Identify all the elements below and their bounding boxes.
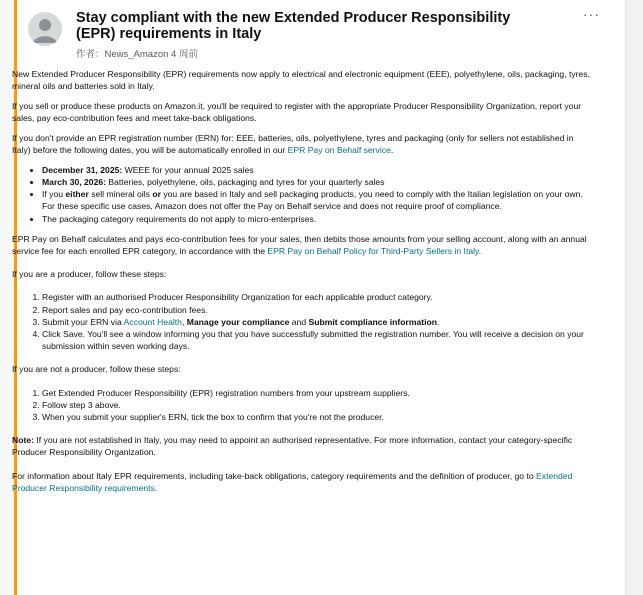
emphasis: either [65,189,89,200]
step-text: Get Extended Producer Responsibility (EPR) registration numbers from your upstream suppliers. [42,387,410,398]
paragraph-pay-on-behalf-text: EPR Pay on Behalf calculates and pays eco-contribution fees for your sales, then debits those amounts from your selling account, along with an annual service fee for each enrolled EPR category, in accordance with the [12,233,587,256]
deadline-text: WEEE for your annual 2025 sales [122,164,254,175]
list-item [42,213,590,225]
punctuation: . [437,316,440,327]
account-health-link[interactable]: Account Health [123,316,182,327]
list-item [42,328,590,352]
step-text: Click Save. You'll see a window informing you that you have successfully submitted the registration number. You will receive a decision on your submission within seven working days. [42,328,584,352]
user-avatar-icon[interactable] [28,12,62,46]
emphasis: or [152,189,161,200]
epr-requirements-link[interactable]: Extended Producer Responsibility requirements [12,470,573,493]
paragraph-intro-text: New Extended Producer Responsibility (EPR) requirements now apply to electrical and electronic equipment (EEE), polyethylene, oils, packaging, tyres, mineral oils and batteries sold in Italy. [12,69,590,92]
non-producer-steps-heading [12,363,590,375]
paragraph-more-info-text: For information about Italy EPR requirements, including take-back obligations, category requirements and the definition of producer, go to [12,470,537,481]
list-item [42,387,590,399]
step-text: , [181,316,187,327]
list-item [42,176,590,188]
paragraph-requirements-text: If you sell or produce these products on Amazon.it, you'll be required to register with the appropriate Producer Responsibility Organization, report your sales, pay eco-contribution fees and meet take-back obligations. [12,100,582,124]
list-item [42,188,590,212]
list-item [42,316,590,328]
list-item [42,291,590,303]
deadline-list [12,164,590,225]
paragraph-requirements [12,100,590,124]
note-text: If you are not established in Italy, you may need to appoint an authorised representative. For more information, contact your category-specific Producer Responsibility Organization. [12,435,573,458]
step-text: Register with an authorised Producer Responsibility Organization for each applicable product category. [42,292,433,303]
note-label: Note: [12,435,34,446]
list-text: The packaging category requirements do not apply to micro-enterprises. [42,213,317,224]
step-text: When you submit your supplier's ERN, tick the box to confirm that you're not the producer. [42,411,384,422]
list-text: sell mineral oils [88,189,153,200]
epr-policy-link[interactable]: EPR Pay on Behalf Policy for Third-Party Sellers in Italy [267,245,479,256]
producer-steps-list [12,291,590,352]
deadline-date: March 30, 2026: [42,176,107,187]
paragraph-more-info [12,470,590,494]
list-text: If you [42,189,66,200]
paragraph-pay-on-behalf [12,233,590,257]
list-item [42,304,590,316]
step-text: and [289,316,309,327]
post-body [12,68,590,501]
paragraph-deadline-text: If you don't provide an EPR registration number (ERN) for: EEE, batteries, oils, polyethylene, tyres and packaging (only for sellers not established in Italy) before the following dates, you will be automatically enrolled in our [12,132,574,156]
non-producer-steps-list [12,387,590,424]
deadline-text: Batteries, polyethylene, oils, packaging and tyres for your quarterly sales [106,176,385,187]
step-text: Submit your ERN via [42,316,124,327]
emphasis: Submit compliance information [308,316,437,327]
note-paragraph [12,434,590,458]
step-text: Report sales and pay eco-contribution fees. [42,304,208,315]
emphasis: Manage your compliance [186,316,290,327]
list-item [42,399,590,411]
list-text: you are based in Italy and sell packaging products, you need to comply with the Italian legislation on your own. For these specific use cases, Amazon does not offer the Pay on Behalf service and does not require proof of compliance. [42,189,583,212]
punctuation: . [154,482,158,493]
paragraph-deadline [12,132,590,156]
more-options-icon[interactable]: ··· [583,6,600,22]
deadline-date: December 31, 2025: [42,164,123,175]
punctuation: . [478,245,482,256]
post-meta: 作者：News_Amazon 4 周前 [76,49,198,60]
epr-pay-on-behalf-link[interactable]: EPR Pay on Behalf service [287,145,391,156]
producer-steps-heading-text: If you are a producer, follow these steps: [12,269,167,280]
list-item [42,164,590,176]
paragraph-intro [12,68,590,92]
post-header [14,6,608,62]
non-producer-steps-heading-text: If you are not a producer, follow these steps: [12,364,181,375]
list-item [42,411,590,423]
scrollbar[interactable] [625,0,643,595]
step-text: Follow step 3 above. [42,399,121,410]
post-title[interactable]: Stay compliant with the new Extended Producer Responsibility (EPR) requirements in Italy [76,10,511,42]
producer-steps-heading [12,268,590,280]
punctuation: . [390,145,394,156]
